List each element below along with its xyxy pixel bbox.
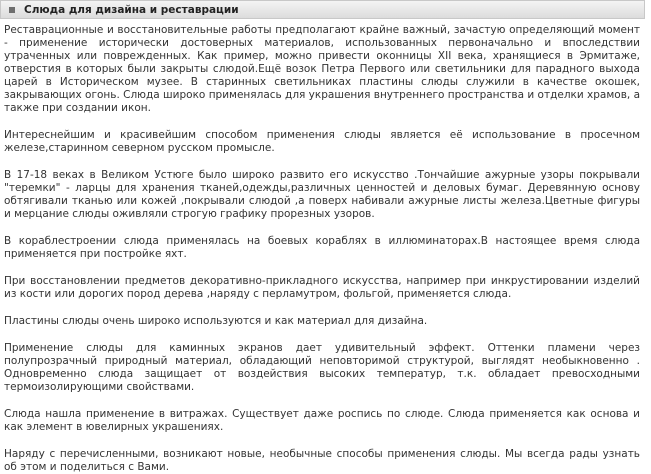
paragraph-fireplace: Применение слюды для каминных экранов дает удивительный эффект. Оттенки пламени через полупрозрачный природный материал, обладающий неповторимой структурой, выглядят необыкновенно . Одновременно слюда защищает от воздействия высоких температур, т.к. обладает превосходными термоизолирующими свойствами. [4, 342, 640, 393]
paragraph-stained-glass: Слюда нашла применение в витражах. Существует даже роспись по слюде. Слюда применяется как основа и как элемент в ювелирных украшениях. [4, 408, 640, 433]
paragraph-design: Пластины слюды очень широко используются и как материал для дизайна. [4, 315, 428, 327]
section-header [0, 0, 645, 19]
section-title: Слюда для дизайна и реставрации [24, 4, 239, 16]
paragraph-veliky-ustyug: В 17-18 веках в Великом Устюге было широко развито его искусство .Тончайшие ажурные узоры покрывали "теремки" - ларцы для хранения тканей,одежды,различных ценностей и деловых бумаг. Деревянную основу обтягивали тканью или кожей ,покрывали слюдой ,а поверх набивали ажурные листы железа.Цветные фигуры и мерцание слюды оживляли строгую графику прорезных узоров. [4, 169, 640, 220]
bullet-square-icon [9, 7, 15, 13]
article-body [4, 24, 640, 474]
paragraph-shipbuilding: В кораблестроении слюда применялась на боевых кораблях в иллюминаторах.В настоящее время слюда применяется при постройке яхт. [4, 235, 640, 260]
paragraph-pierced-iron: Интереснейшим и красивейшим способом применения слюды является её использование в просечном железе,старинном северном русском промысле. [4, 129, 640, 154]
paragraph-inlay: При восстановлении предметов декоративно-прикладного искусства, например при инкрустировании изделий из кости или дорогих пород дерева ,наряду с перламутром, фольгой, применяется слюда. [4, 275, 640, 300]
paragraph-restoration: Реставрационные и восстановительные работы предполагают крайне важный, зачастую определяющий момент - применение исторически достоверных материалов, использованных первоначально и впоследствии утраченных или поврежденных. Как пример, можно привести оконницы XII века, хранящиеся в Эрмитаже, отверстия в которых были закрыты слюдой.Ещё возок Петра Первого или светильники для парадного выхода царей в Историческом музее. В старинных светильниках пластины слюды служили в качестве окошек, закрывающих огонь. Слюда широко применялась для украшения внутреннего пространства и отделки храмов, а также при создании икон. [4, 24, 640, 114]
paragraph-new-uses: Наряду с перечисленными, возникают новые, необычные способы применения слюды. Мы всегда рады узнать об этом и поделиться с Вами. [4, 448, 640, 473]
